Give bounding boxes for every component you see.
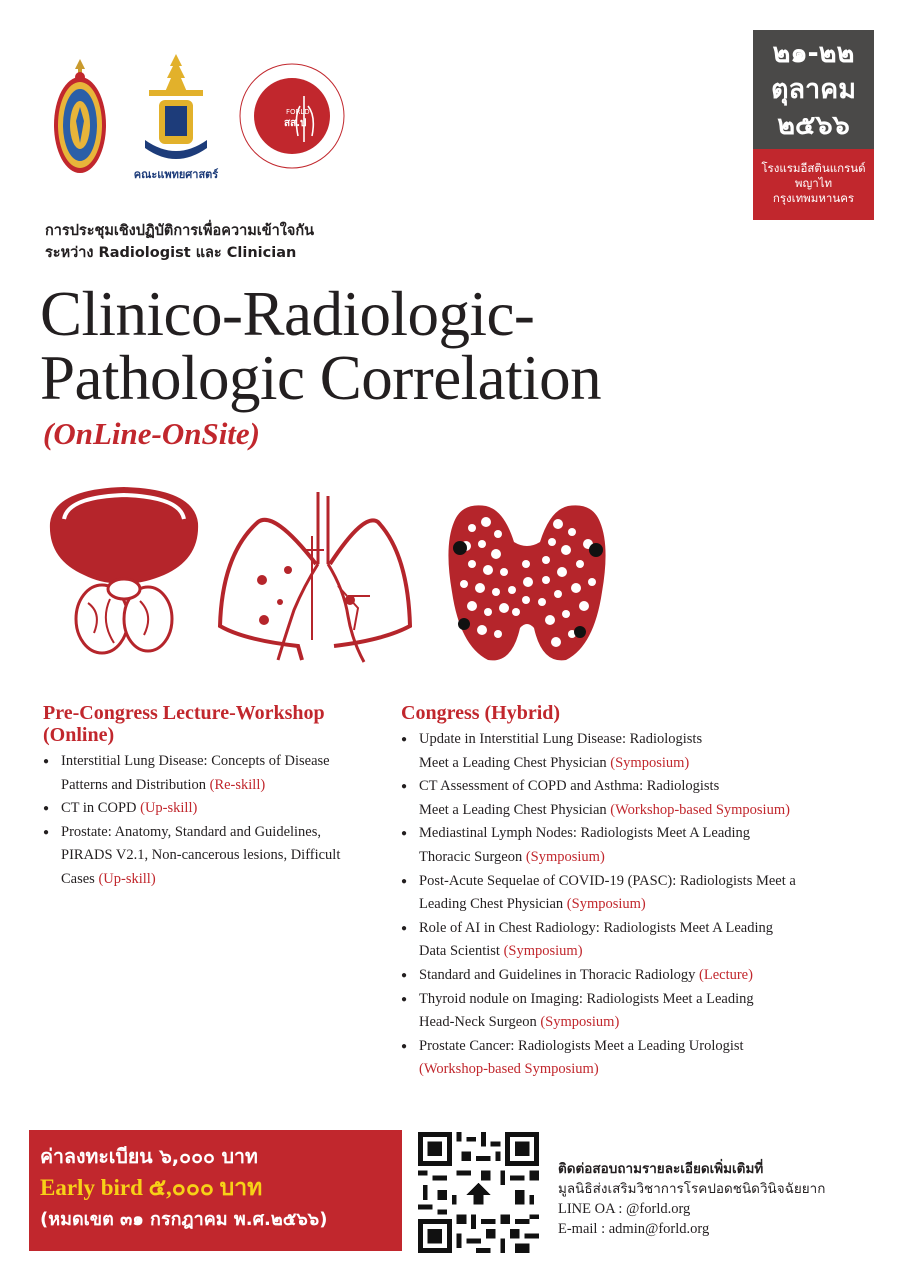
qr-code-icon[interactable]: [418, 1132, 539, 1253]
precongress-list: [43, 750, 393, 892]
list-item: [401, 870, 881, 917]
item-text: PIRADS V2.1, Non-cancerous lesions, Difficult: [61, 847, 341, 864]
congress-section: [401, 702, 881, 1082]
list-item: [401, 964, 881, 988]
item-text: Post-Acute Sequelae of COVID-19 (PASC): Radiologists Meet a: [419, 872, 796, 889]
regular-fee: ค่าลงทะเบียน ๖,๐๐๐ บาท: [40, 1145, 258, 1168]
item-text: Prostate: Anatomy, Standard and Guidelines,: [61, 823, 322, 840]
item-text: Meet a Leading Chest Physician: [419, 801, 611, 818]
venue-line-3: กรุงเทพมหานคร: [772, 191, 855, 205]
forld-center-text: FORLD: [286, 108, 310, 116]
item-text: CT Assessment of COPD and Asthma: Radiologists: [419, 778, 720, 795]
registration-fee-box: [29, 1130, 402, 1251]
item-tag: (Workshop-based Symposium): [610, 801, 790, 818]
item-text: Mediastinal Lymph Nodes: Radiologists Meet A Leading: [419, 825, 751, 842]
list-item: [401, 822, 881, 869]
precongress-heading: [43, 702, 393, 746]
precongress-heading-line-2: (Online): [43, 724, 115, 746]
prostate-illustration-icon: [44, 483, 204, 663]
royal-emblem-icon: [48, 55, 112, 181]
item-text: Head-Neck Surgeon: [419, 1014, 541, 1031]
item-text: Prostate Cancer: Radiologists Meet a Leading Urologist: [419, 1037, 744, 1054]
item-tag: (Symposium): [566, 896, 646, 913]
contact-email[interactable]: E-mail : admin@forld.org: [558, 1221, 710, 1237]
faculty-of-medicine-emblem-icon: [127, 52, 225, 184]
list-item: [401, 775, 881, 822]
item-text: Thoracic Surgeon: [419, 848, 526, 865]
title-line-1: Clinico-Radiologic-: [40, 279, 535, 349]
forld-foundation-logo-icon: [238, 62, 346, 170]
item-tag: (Symposium): [610, 754, 690, 771]
list-item: [401, 728, 881, 775]
contact-line-oa[interactable]: LINE OA : @forld.org: [558, 1201, 691, 1217]
venue-line-2: พญาไท: [794, 176, 833, 190]
item-text: Patterns and Distribution: [61, 776, 210, 793]
list-item: [43, 750, 393, 797]
list-item: [43, 821, 393, 892]
list-item: [401, 988, 881, 1035]
subtitle-line-2: ระหว่าง Radiologist และ Clinician: [45, 245, 297, 261]
item-tag: (Workshop-based Symposium): [419, 1061, 599, 1078]
precongress-heading-line-1: Pre-Congress Lecture-Workshop: [43, 702, 325, 724]
contact-heading: ติดต่อสอบถามรายละเอียดเพิ่มเติมที่: [558, 1161, 764, 1177]
forld-abbrev-text: สส.ป: [284, 118, 307, 129]
item-text: Cases: [61, 870, 99, 887]
item-text: Leading Chest Physician: [419, 896, 567, 913]
contact-foundation: มูลนิธิส่งเสริมวิชาการโรคปอดชนิดวินิจฉัยยาก: [558, 1181, 826, 1197]
item-text: Meet a Leading Chest Physician: [419, 754, 611, 771]
item-text: Update in Interstitial Lung Disease: Radiologists: [419, 731, 703, 747]
subtitle-line-1: การประชุมเชิงปฏิบัติการเพื่อความเข้าใจกัน: [45, 223, 315, 239]
event-date-box: [753, 30, 874, 149]
event-subtitle: [45, 220, 314, 264]
venue-box: [753, 149, 874, 220]
item-tag: (Symposium): [503, 943, 583, 960]
event-year: ๒๕๖๖: [777, 110, 850, 141]
list-item: [401, 1035, 881, 1082]
title-line-2: Pathologic Correlation: [40, 343, 602, 413]
congress-heading: Congress (Hybrid): [401, 702, 561, 724]
page-title: [40, 279, 602, 413]
thyroid-illustration-icon: [442, 502, 612, 664]
item-text: Standard and Guidelines in Thoracic Radiology: [419, 966, 700, 983]
item-tag: (Symposium): [540, 1014, 620, 1031]
list-item: [43, 797, 393, 821]
event-month: ตุลาคม: [770, 74, 857, 105]
item-tag: (Up-skill): [140, 800, 198, 817]
item-text: Role of AI in Chest Radiology: Radiologists Meet A Leading: [419, 919, 774, 936]
item-text: Data Scientist: [419, 943, 504, 960]
lungs-illustration-icon: [214, 490, 414, 670]
item-tag: (Up-skill): [98, 870, 156, 887]
format-tag: (OnLine-OnSite): [43, 416, 260, 451]
venue-line-1: โรงแรมอีสตินแกรนด์: [761, 161, 866, 175]
item-tag: (Lecture): [699, 966, 753, 983]
fee-deadline: (หมดเขต ๓๑ กรกฎาคม พ.ศ.๒๕๖๖): [40, 1209, 328, 1230]
item-text: CT in COPD: [61, 800, 141, 817]
item-tag: (Re-skill): [209, 776, 266, 793]
contact-info: [558, 1159, 825, 1239]
early-bird-fee: Early bird ๕,๐๐๐ บาท: [40, 1175, 263, 1200]
event-days: ๒๑-๒๒: [772, 38, 855, 69]
congress-list: [401, 728, 881, 1082]
item-tag: (Symposium): [525, 848, 605, 865]
item-text: Thyroid nodule on Imaging: Radiologists Meet a Leading: [419, 990, 754, 1007]
item-text: Interstitial Lung Disease: Concepts of Disease: [61, 753, 330, 769]
list-item: [401, 917, 881, 964]
faculty-caption: คณะแพทยศาสตร์: [133, 168, 219, 181]
precongress-section: [43, 702, 393, 892]
